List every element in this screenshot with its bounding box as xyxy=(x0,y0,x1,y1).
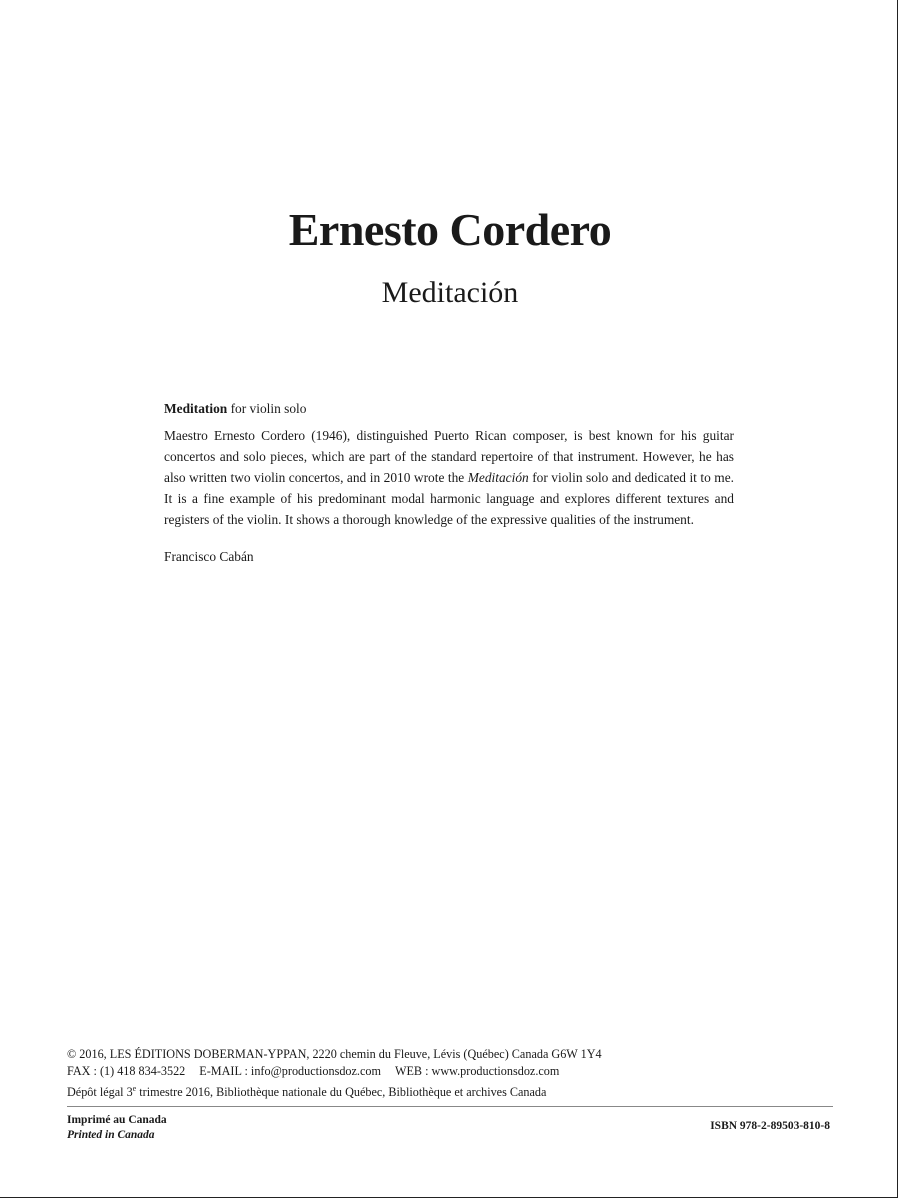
preface-body xyxy=(164,425,734,530)
copyright-line: © 2016, LES ÉDITIONS DOBERMAN-YPPAN, 2220 chemin du Fleuve, Lévis (Québec) Canada G6W 1Y4 xyxy=(67,1047,602,1061)
printed-en: Printed in Canada xyxy=(67,1129,155,1141)
legal-prefix: Dépôt légal 3 xyxy=(67,1085,133,1100)
preface-heading-title: Meditation xyxy=(164,401,228,416)
contact-line xyxy=(67,1063,833,1080)
preface-section xyxy=(164,398,734,567)
composer-name: Ernesto Cordero xyxy=(288,204,612,255)
email-text: E-MAIL : info@productionsdoz.com xyxy=(199,1064,381,1078)
work-title: Meditación xyxy=(381,276,519,309)
legal-superscript: e xyxy=(132,1084,137,1093)
legal-suffix: trimestre 2016, Bibliothèque nationale du Québec, Bibliothèque et archives Canada xyxy=(136,1085,547,1100)
legal-deposit-line xyxy=(67,1080,833,1101)
isbn-number: ISBN 978-2-89503-810-8 xyxy=(710,1120,830,1132)
preface-signature: Francisco Cabán xyxy=(164,549,254,564)
printed-in xyxy=(67,1113,167,1143)
footer-divider xyxy=(67,1106,833,1107)
fax-text: FAX : (1) 418 834-3522 xyxy=(67,1064,186,1078)
preface-body-part1: Maestro Ernesto Cordero (1946), distinguished Puerto Rican composer, is best known for his guitar concertos and solo pieces, which are part of the standard repertoire of that instrument. However, he has also written two violin concertos, and in 2010 wrote the xyxy=(164,428,734,485)
preface-body-italic-title: Meditación xyxy=(467,470,529,485)
printed-fr: Imprimé au Canada xyxy=(67,1114,167,1126)
preface-heading-subtitle: for violin solo xyxy=(227,401,307,416)
publisher-info xyxy=(67,1046,833,1101)
preface-heading xyxy=(164,398,734,419)
preface-body-part2: for violin solo and dedicated it to me. It is a fine example of his predominant modal harmonic language and explores different textures and registers of the violin. It shows a thorough knowledge of the expressive qualities of the instrument. xyxy=(164,470,734,527)
web-text: WEB : www.productionsdoz.com xyxy=(394,1064,560,1078)
